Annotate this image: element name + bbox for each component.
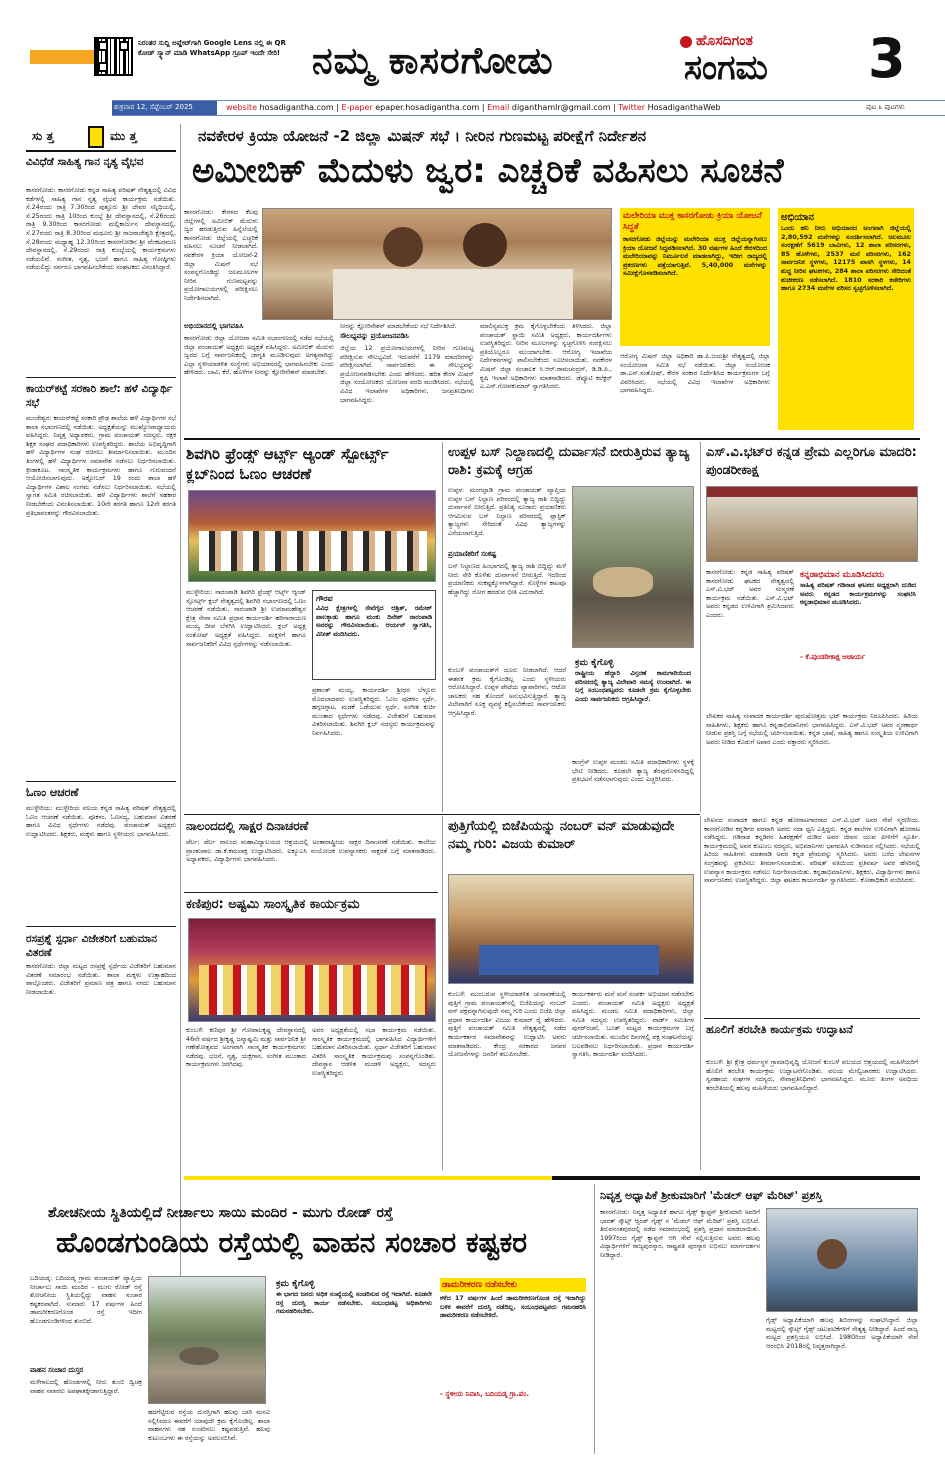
bhat-col1: ಕಾಸರಗೋಡು: ಕನ್ನಡ ಸಾಹಿತ್ಯ ಪರಿಷತ್ ಕಾಸರಗೋಡು ಘಟಕದ ನೇತೃತ್ವದಲ್ಲಿ ಎಸ್.ವಿ.ಭಟ್ ಅವರ ಸಂಸ್ಮರಣೆ ಕಾರ್ಯಕ್ರಮ ನಡೆಯಿತು. ಎಸ್.ವಿ.ಭಟ್ ಅವರು ಕನ್ನಡದ ಉಳಿವಿಗಾಗಿ ಶ್ರಮಿಸಿದವರು ಎಂದರು.	[706, 568, 794, 619]
medal-col1: ಕಾಸರಗೋಡು: ನಿವೃತ್ತ ಅಧ್ಯಾಪಿಕೆ ಹಾಗೂ ಗೈಡ್ಸ್ ಕ್ಯಾಪ್ಟನ್ ಶ್ರೀಕುಮಾರಿ ಅವರಿಗೆ ಭಾರತ್ ಸ್ಕೌಟ್ಸ್ ಆ್ಯಂಡ್ ಗೈಡ್ಸ್ ನ 'ಮೆಡಲ್ ಆಫ್ ಮೆರಿಟ್' ಪ್ರಶಸ್ತಿ ಲಭಿಸಿದೆ. ತಿರುವನಂತಪುರದಲ್ಲಿ ನಡೆದ ಸಮಾರಂಭದಲ್ಲಿ ಪ್ರಶಸ್ತಿ ಪ್ರದಾನ ಮಾಡಲಾಯಿತು. 1997ರಿಂದ ಗೈಡ್ಸ್ ಕ್ಯಾಪ್ಟನ್ ಆಗಿ ಸೇವೆ ಸಲ್ಲಿಸುತ್ತಿರುವ ಅವರು ಹಲವು ವಿದ್ಯಾರ್ಥಿಗಳಿಗೆ ರಾಜ್ಯಪುರಸ್ಕಾರ, ರಾಷ್ಟ್ರಪತಿ ಪುರಸ್ಕಾರ ಲಭಿಸಲು ಮಾರ್ಗದರ್ಶನ ನೀಡಿದ್ದಾರೆ.	[600, 1208, 760, 1259]
nalanda-headline: ನಾಲಂದದಲ್ಲಿ ಸಾಕ್ಷರ ದಿನಾಚರಣೆ	[186, 819, 309, 833]
abhiyana-body: ಒಂದು ಹನಿ ನೀರು ಅಭಿಯಾನದ ಅಂಗವಾಗಿ ಜಿಲ್ಲೆಯಲ್ಲಿ 2,80,592 ಮನೆಗಳನ್ನು ಸಂದರ್ಶಿಸಲಾಗಿದೆ. ಜಲಮೂಲ ಸಂರಕ್ಷಣೆಗೆ 5619 ಬಾವಿಗಳು, 12 ಶಾಲಾ ಪರಿಸರಗಳು, 85 ಹೊಳೆಗಳು, 2537 ಮನೆ ಪರಿಸರಗಳು, 162 ಸಾರ್ವಜನಿಕ ಸ್ಥಳಗಳು, 12175 ಖಾಸಗಿ ಸ್ಥಳಗಳು, 14 ಶುದ್ಧ ನೀರಿನ ಘಟಕಗಳು, 284 ಶಾಲಾ ಪರಿಸರಗಳು ಸೇರಿದಂತೆ ಶುಚೀಕರಣ ನಡೆಸಲಾಗಿದೆ. 1810 ಸರಕಾರಿ ಕಚೇರಿಗಳು ಹಾಗೂ 2734 ಮನೆಗಳ ಪರಿಸರ ಸ್ವಚ್ಛಗೊಳಿಸಲಾಗಿದೆ.	[781, 224, 911, 293]
nalanda-body: ಪೆರ್ಲ: ಪೆರ್ಲ ನಾಲಂದ ಮಹಾವಿದ್ಯಾಲಯದ ಆಶ್ರಯದಲ್ಲಿ ಅಂತಾರಾಷ್ಟ್ರೀಯ ಸಾಕ್ಷರ ದಿನಾಚರಣೆ ನಡೆಯಿತು. ಕಾಲೇಜು ಪ್ರಾಂಶುಪಾಲ ಡಾ.ಕೆ.ಕಮಲಾಕ್ಷ ಉದ್ಘಾಟಿಸಿದರು. ಐಕ್ಯೂಎಸಿ ಸಂಯೋಜಕ ಉಪನ್ಯಾಸಕರು ಸಾಕ್ಷರತೆ ಬಗ್ಗೆ ಮಾತನಾಡಿದರು. ಅಧ್ಯಾಪಕರು, ವಿದ್ಯಾರ್ಥಿಗಳು ಭಾಗವಹಿಸಿದರು.	[186, 838, 436, 864]
bottom-divider	[184, 1176, 920, 1180]
lead-kicker: ನವಕೇರಳ ಕ್ರಿಯಾ ಯೋಜನೆ -2 ಜಿಲ್ಲಾ ಮಿಷನ್ ಸಭೆ । ನೀರಿನ ಗುಣಮಟ್ಟ ಪರೀಕ್ಷೆಗೆ ನಿರ್ದೇಶನ	[198, 127, 647, 145]
bhat-headline: ಎಸ್.ವಿ.ಭಟ್‌ರ ಕನ್ನಡ ಪ್ರೇಮ ಎಲ್ಲರಿಗೂ ಮಾದರಿ: ಪುಂಡರೀಕಾಕ್ಷ	[706, 445, 917, 478]
gaurava-head: ಗೌರವ	[316, 594, 333, 603]
uppala-col2: ಕುಂಬಳೆ ಪಂಚಾಯತ್‌ಗೆ ದೂರು ನೀಡಲಾಗಿದೆ. ಆದರೆ ಈತನಕ ಕ್ರಮ ಕೈಗೊಂಡಿಲ್ಲ ಎಂದು ಸ್ಥಳೀಯರು ಆರೋಪಿಸಿದ್ದಾರೆ. ಉಪ್ಪಳ ಪೇಟೆಯ ವ್ಯಾಪಾರಿಗಳು, ಆಟೋ ಚಾಲಕರು ಸಹ ತೊಂದರೆ ಅನುಭವಿಸುತ್ತಿದ್ದಾರೆ. ತ್ಯಾಜ್ಯ ವಿಲೇವಾರಿಗೆ ಸೂಕ್ತ ವ್ಯವಸ್ಥೆ ಕಲ್ಪಿಸಬೇಕೆಂದು ಸಾರ್ವಜನಿಕರು ಆಗ್ರಹಿಸಿದ್ದಾರೆ.	[448, 666, 566, 717]
road-col2: ಹದಗೆಟ್ಟಿರುವ ರಸ್ತೆಯ ದುರಸ್ತಿಗಾಗಿ ಹಲವು ಬಾರಿ ಮನವಿ ಸಲ್ಲಿಸಿದರೂ ಈವರೆಗೆ ಯಾವುದೇ ಕ್ರಮ ಕೈಗೊಂಡಿಲ್ಲ. ಶಾಲಾ ವಾಹನಗಳು ಸಹ ಸಂಚರಿಸಲು ಕಷ್ಟಪಡುತ್ತಿವೆ. ಹಲವು ಕುಟುಂಬಗಳು ಈ ರಸ್ತೆಯನ್ನು ಅವಲಂಬಿಸಿವೆ.	[148, 1408, 270, 1442]
lead-photo-meeting	[262, 208, 612, 320]
website-label: website	[226, 103, 257, 112]
bjp-photo	[448, 874, 694, 984]
sidebar-s4-body: ಕಾಸರಗೋಡು: ಜಿಲ್ಲಾ ಮಟ್ಟದ ರಸಪ್ರಶ್ನೆ ಸ್ಪರ್ಧೆಯ ವಿಜೇತರಿಗೆ ಬಹುಮಾನ ವಿತರಣೆ ಸಮಾರಂಭ ನಡೆಯಿತು. ಶಾಲಾ ಮಕ್ಕಳು ಉತ್ಸಾಹದಿಂದ ಪಾಲ್ಗೊಂಡರು. ವಿಜೇತರಿಗೆ ಪ್ರಮಾಣ ಪತ್ರ ಹಾಗೂ ನಗದು ಬಹುಮಾನ ನೀಡಲಾಯಿತು.	[26, 962, 176, 996]
lead-col1-sub: ಅಭಿಯಾನದಲ್ಲಿ ಭಾಗವಹಿಸಿ	[184, 322, 244, 330]
website-link[interactable]: hosadigantha.com	[259, 103, 334, 112]
lead-story	[184, 124, 920, 440]
bhat-cont: ಲೇಖನದ ಸಂಪಾದಕ ಹಾಗೂ ಕನ್ನಡ ಹೋರಾಟಗಾರರಾದ ಎಸ್.ವಿ.ಭಟ್ ಅವರ ಸೇವೆ ಸ್ಮರಣೀಯ. ಕಾಸರಗೋಡಿನ ಕನ್ನಡಿಗರ ಪರವಾಗಿ ಅವರು ಸದಾ ಧ್ವನಿ ಎತ್ತಿದ್ದರು. ಕನ್ನಡ ಶಾಲೆಗಳ ಉಳಿವಿಗಾಗಿ ಹೋರಾಟ ನಡೆಸಿದ್ದರು. ಗಡಿನಾಡ ಕನ್ನಡಿಗರ ಹಿತರಕ್ಷಣೆಗೆ ದುಡಿದ ಅವರ ಜೀವನ ಯುವ ಪೀಳಿಗೆಗೆ ಸ್ಫೂರ್ತಿ. ಕಾರ್ಯಕ್ರಮದಲ್ಲಿ ಅವರ ಕುಟುಂಬ ಸದಸ್ಯರು, ಅಭಿಮಾನಿಗಳು ಭಾಗವಹಿಸಿ ನುಡಿನಮನ ಸಲ್ಲಿಸಿದರು. ಸಭೆಯಲ್ಲಿ ಹಿರಿಯ ಸಾಹಿತಿಗಳು ಮಾತನಾಡಿ ಅವರ ಕನ್ನಡ ಪ್ರೇಮವನ್ನು ಸ್ಮರಿಸಿದರು. ಅವರು ಬರೆದ ಲೇಖನಗಳ ಸಂಗ್ರಹವನ್ನು ಪ್ರಕಟಿಸಲು ತೀರ್ಮಾನಿಸಲಾಯಿತು. ಪರಿಷತ್ ವತಿಯಿಂದ ಪ್ರತಿವರ್ಷ ಅವರ ಹೆಸರಿನಲ್ಲಿ ಉಪನ್ಯಾಸ ಕಾರ್ಯಕ್ರಮ ನಡೆಸಲು ನಿರ್ಧರಿಸಲಾಯಿತು. ಕನ್ನಡಾಭಿಮಾನಿಗಳು, ಶಿಕ್ಷಕರು, ವಿದ್ಯಾರ್ಥಿಗಳು ಹಾಗೂ ಸಾರ್ವಜನಿಕರು ಉಪಸ್ಥಿತರಿದ್ದರು. ಜಿಲ್ಲಾ ಘಟಕದ ಕಾರ್ಯದರ್ಶಿ ಸ್ವಾಗತಿಸಿದರು. ಕೋಶಾಧಿಕಾರಿ ವಂದಿಸಿದರು.	[704, 816, 920, 885]
gaurava-box	[312, 590, 436, 680]
email-link[interactable]: diganthamlr@gmail.com	[511, 103, 611, 112]
medal-col2: ಗೈಡ್ಸ್ ಅಧ್ಯಾಪಿಕೆಯಾಗಿ ಹಲವು ಶಿಬಿರಗಳನ್ನು ಸಂಘಟಿಸಿದ್ದಾರೆ. ಜಿಲ್ಲಾ ಮಟ್ಟದಲ್ಲಿ ಸ್ಕೌಟ್ಸ್ ಗೈಡ್ಸ್ ಚಟುವಟಿಕೆಗಳಿಗೆ ನೇತೃತ್ವ ನೀಡಿದ್ದಾರೆ. ಹಿಂದೆ ರಾಜ್ಯ ಮಟ್ಟದ ಪ್ರಶಸ್ತಿಯೂ ಲಭಿಸಿದೆ. 1980ರಿಂದ ಅಧ್ಯಾಪಿಕೆಯಾಗಿ ಸೇವೆ ಆರಂಭಿಸಿ 2018ರಲ್ಲಿ ನಿವೃತ್ತರಾಗಿದ್ದಾರೆ.	[766, 1316, 918, 1350]
road-krama-body: ಈ ಭಾಗದ ಜನರು ಅಧಿಕ ಸಂಖ್ಯೆಯಲ್ಲಿ ಸಂಚರಿಸುವ ರಸ್ತೆ ಇದಾಗಿದೆ. ಕೂಡಲೇ ರಸ್ತೆ ದುರಸ್ತಿ ಕಾರ್ಯ ನಡೆಸಬೇಕು. ಸಂಬಂಧಪಟ್ಟ ಅಧಿಕಾರಿಗಳು ಗಮನಹರಿಸಬೇಕು.	[276, 1290, 432, 1316]
email-label: Email	[487, 103, 510, 112]
sidebar-s4-head: ರಸಪ್ರಶ್ನೆ ಸ್ಪರ್ಧಾ ವಿಜೇತರಿಗೆ ಬಹುಮಾನ ವಿತರಣೆ	[26, 933, 157, 959]
bhat-col2: ಲೇಖಕರ ಸಾಹಿತ್ಯ ಸಂಪಾದಕ ಕಾರ್ಯದರ್ಶಿ ಪುರುಷೋತ್ತಮ ಭಟ್ ಕಾರ್ಯಕ್ರಮ ನಿರೂಪಿಸಿದರು. ಹಿರಿಯ ಸಾಹಿತಿಗಳು, ಶಿಕ್ಷಕರು ಹಾಗೂ ಕನ್ನಡಾಭಿಮಾನಿಗಳು ಭಾಗವಹಿಸಿದ್ದರು. ಎಸ್.ವಿ.ಭಟ್ ಅವರ ಸ್ಮರಣಾರ್ಥ ನೀಡುವ ಪ್ರಶಸ್ತಿ ಬಗ್ಗೆ ಸಭೆಯಲ್ಲಿ ಚರ್ಚಿಸಲಾಯಿತು. ಕನ್ನಡ ಭಾಷೆ, ಸಾಹಿತ್ಯ ಹಾಗೂ ಸಂಸ್ಕೃತಿಯ ಉಳಿವಿಗಾಗಿ ಅವರು ನೀಡಿದ ಕೊಡುಗೆ ಅಪಾರ ಎಂದು ವಕ್ತಾರರು ಸ್ಮರಿಸಿದರು.	[706, 712, 918, 746]
masthead-title: ನಮ್ಮ ಕಾಸರಗೋಡು	[312, 39, 554, 82]
epaper-label: E-paper	[341, 103, 373, 112]
malaria-body: ಕಾಸರಗೋಡು ಜಿಲ್ಲೆಯನ್ನು ಮಲೇರಿಯಾ ಮುಕ್ತ ಜಿಲ್ಲೆಯನ್ನಾಗಿಸಲು ಕ್ರಿಯಾ ಯೋಜನೆ ಸಿದ್ಧಪಡಿಸಲಾಗಿದೆ. 30 ವರ್ಷಗಳ ಹಿಂದೆ ಕೇರಳದಿಂದ ಮಲೇರಿಯಾವನ್ನು ನಿರ್ಮೂಲನೆ ಮಾಡಲಾಗಿದ್ದು, ಇದೀಗ ರಾಜ್ಯದಲ್ಲಿ ಪ್ರಕರಣಗಳು ಪತ್ತೆಯಾಗುತ್ತಿವೆ. 5,40,000 ಮನೆಗಳನ್ನು ಸಮೀಕ್ಷೆಗೊಳಪಡಿಸಲಾಗಿದೆ.	[623, 235, 767, 278]
lead-col1: ಕಾಸರಗೋಡು: ಕೇರಳದ ಕೆಲವು ಜಿಲ್ಲೆಗಳಲ್ಲಿ ಅಮೀಬಿಕ್ ಮೆದುಳು ಜ್ವರ ಹರಡುತ್ತಿರುವ ಹಿನ್ನೆಲೆಯಲ್ಲಿ ಕಾಸರಗೋಡು ಜಿಲ್ಲೆಯಲ್ಲಿ ಎಚ್ಚರಿಕೆ ವಹಿಸಲು ಸೂಚನೆ ನೀಡಲಾಗಿದೆ. ನವಕೇರಳ ಕ್ರಿಯಾ ಯೋಜನೆ-2 ಜಿಲ್ಲಾ ಮಿಷನ್ ಸಭೆ ಸಂಪನ್ನಗೊಂಡಿದ್ದು ಜಲಮೂಲಗಳ ನೀರಿನ ಗುಣಮಟ್ಟವನ್ನು ಪ್ರಯೋಗಾಲಯಗಳಲ್ಲಿ ಪರೀಕ್ಷಿಸಲು ನಿರ್ದೇಶಿಸಲಾಗಿದೆ.	[184, 208, 258, 302]
sidebar-logo-right: ಮು ತ್ತ	[110, 129, 137, 143]
hooli-headline: ಹೂಲಿಗೆ ತರಬೇತಿ ಕಾರ್ಯಕ್ರಮ ಉದ್ಘಾಟನೆ	[706, 1023, 853, 1036]
abhiyana-box	[778, 208, 914, 430]
hooli-story	[704, 1020, 920, 1170]
kanipura-headline: ಕಣಿಪುರ: ಅಷ್ಟಮಿ ಸಾಂಸ್ಕೃತಿಕ ಕಾರ್ಯಕ್ರಮ	[186, 897, 360, 912]
damar-head: ಡಾಮರೀಕರಣ ನಡೆಸಬೇಕು	[440, 1278, 586, 1292]
epaper-link[interactable]: epaper.hosadigantha.com	[375, 103, 480, 112]
road-col1: ಬದಿಯಡ್ಕ: ಬದಿಯಡ್ಕ ಗ್ರಾಮ ಪಂಚಾಯತ್ ವ್ಯಾಪ್ತಿಯ ನೀರ್ಚಾಲು ಸಾಯಿ ಮಂದಿರ - ಮುಗು ರೋಡ್ ರಸ್ತೆ ಶೋಚನೀಯ ಸ್ಥಿತಿಯಲ್ಲಿದ್ದು ವಾಹನ ಸಂಚಾರ ಕಷ್ಟಕರವಾಗಿದೆ. ಸುಮಾರು 17 ವರ್ಷಗಳ ಹಿಂದೆ ಡಾಮರೀಕರಣಗೊಂಡ ರಸ್ತೆ ಇದೀಗ ಹೊಂಡಗುಂಡಿಗಳಿಂದ ತುಂಬಿದೆ.	[30, 1274, 142, 1325]
bjp-headline: ಪುತ್ತಿಗೆಯಲ್ಲಿ ಬಿಜೆಪಿಯನ್ನು ನಂಬರ್ ವನ್ ಮಾಡುವುದೇ ನಮ್ಮ ಗುರಿ: ವಿಜಯ ಕುಮಾರ್	[448, 819, 675, 852]
sidebar-s3-body: ಮುಳ್ಳೇರಿಯ: ಮುಳ್ಳೇರಿಯ ವಲಯ ಕನ್ನಡ ಸಾಹಿತ್ಯ ಪರಿಷತ್ ನೇತೃತ್ವದಲ್ಲಿ ಓಣಂ ಆಚರಣೆ ನಡೆಯಿತು. ಪೂಕಳಂ, ಓಣಸದ್ಯ, ಬಹುಮಾನ ವಿತರಣೆ ಹಾಗೂ ವಿವಿಧ ಸ್ಪರ್ಧೆಗಳು ನಡೆದವು. ಪಂಚಾಯತ್ ಅಧ್ಯಕ್ಷರು ಉದ್ಘಾಟಿಸಿದರು. ಶಿಕ್ಷಕರು, ಮಕ್ಕಳು ಹಾಗೂ ಸ್ಥಳೀಯರು ಭಾಗವಹಿಸಿದರು.	[26, 804, 176, 838]
brand-big: ಸಂಗಮ	[684, 48, 768, 88]
masthead	[0, 0, 945, 118]
kanipura-col2: ಅವರ ಅಧ್ಯಕ್ಷತೆಯಲ್ಲಿ ಸಭಾ ಕಾರ್ಯಕ್ರಮ ನಡೆಯಿತು. ಸಾಂಸ್ಕೃತಿಕ ಕಾರ್ಯಕ್ರಮದಲ್ಲಿ ಭಾಗವಹಿಸಿದ ವಿದ್ಯಾರ್ಥಿಗಳಿಗೆ ಬಹುಮಾನ ವಿತರಿಸಲಾಯಿತು. ಸ್ಪರ್ಧಾ ವಿಜೇತರಿಗೆ ಬಹುಮಾನ ವಿತರಿಸಿ ಸಾಂಸ್ಕೃತಿಕ ಕಾರ್ಯಕ್ರಮವು ಸಂಪನ್ನಗೊಂಡಿತು. ದೇವಸ್ಥಾನ ಆಡಳಿತ ಮಂಡಳಿ ಅಧ್ಯಕ್ಷರು, ಸದಸ್ಯರು ಉಪಸ್ಥಿತರಿದ್ದರು.	[312, 1026, 436, 1077]
sidebar-logo-left: ಸು ತ್ತ	[32, 129, 54, 143]
damar-author: - ಸ್ಥಳೀಯ ನಿವಾಸಿ, ಬದಿಯಡ್ಕ ಗ್ರಾ.ಪಂ.	[440, 1390, 529, 1398]
bjp-col1: ಕುಂಬಳೆ: ಮುಂಬರುವ ಸ್ಥಳೀಯಾಡಳಿತ ಚುನಾವಣೆಯಲ್ಲಿ ಪುತ್ತಿಗೆ ಗ್ರಾಮ ಪಂಚಾಯತ್‌ನಲ್ಲಿ ಬಿಜೆಪಿಯನ್ನು ನಂಬರ್ ವನ್ ಪಕ್ಷವನ್ನಾಗಿಸುವುದೇ ನಮ್ಮ ಗುರಿ ಎಂದು ಬಿಜೆಪಿ ಜಿಲ್ಲಾ ಪ್ರಧಾನ ಕಾರ್ಯದರ್ಶಿ ವಿಜಯ ಕುಮಾರ್ ರೈ ಹೇಳಿದರು. ಪುತ್ತಿಗೆ ಪಂಚಾಯತ್ ಸಮಿತಿ ನೇತೃತ್ವದಲ್ಲಿ ನಡೆದ ಕಾರ್ಯಕರ್ತರ ಸಮಾವೇಶವನ್ನು ಉದ್ಘಾಟಿಸಿ ಅವರು ಮಾತನಾಡಿದರು. ಕೇಂದ್ರ ಸರಕಾರದ ಜನಪರ ಯೋಜನೆಗಳನ್ನು ಜನರಿಗೆ ತಲುಪಿಸಬೇಕು.	[448, 990, 566, 1059]
sidebar-logo	[26, 126, 176, 148]
abhiyana-head: ಅಭಿಯಾನ	[781, 212, 815, 223]
malaria-head: ಮಲೇರಿಯಾ ಮುಕ್ತ ಕಾಸರಗೋಡು ಕ್ರಿಯಾ ಯೋಜನೆ ಸಿದ್ಧತೆ	[623, 211, 762, 232]
malaria-box	[620, 208, 770, 346]
gaurava-body: ವಿವಿಧ ಕ್ಷೇತ್ರಗಳಲ್ಲಿ ಸೇವೆಗೈದ ಆಶ್ರಿತ್, ರಮೇಶ್ ಪಾಲಕ್ಕಾಡು ಹಾಗೂ ಮಂಕು ದಿನೇಶ್ ನಾರಂಪಾಡಿ ಅವರನ್ನು ಗೌರವಿಸಲಾಯಿತು. ಆರ್ಯನ್ ಸ್ವಾಗತಿಸಿ, ವಿನೀತ್ ವಂದಿಸಿದರು.	[316, 604, 432, 638]
uppala-krama-body: ರಾಷ್ಟ್ರೀಯ ಹೆದ್ದಾರಿ ವಿಸ್ತರಣೆ ಕಾಮಗಾರಿಯಿಂದ ಪರಿಸರದಲ್ಲಿ ತ್ಯಾಜ್ಯ ವಿಲೇವಾರಿ ಸಮಸ್ಯೆ ಉಂಟಾಗಿದೆ. ಈ ಬಗ್ಗೆ ಸಂಬಂಧಪಟ್ಟವರು ಕೂಡಲೇ ಕ್ರಮ ಕೈಗೊಳ್ಳಬೇಕು ಎಂದು ಸಾರ್ವಜನಿಕರು ಆಗ್ರಹಿಸಿದ್ದಾರೆ.	[575, 669, 691, 703]
medal-headline: ನಿವೃತ್ತ ಅಧ್ಯಾಪಿಕೆ ಶ್ರೀಕುಮಾರಿಗೆ 'ಮೆಡಲ್ ಆಫ್ ಮೆರಿಟ್' ಪ್ರಶಸ್ತಿ	[600, 1189, 823, 1202]
page-number: 3	[868, 27, 906, 90]
onam-photo	[188, 490, 436, 582]
kanipura-col1: ಕುಂಬಳೆ: ಕಣಿಪುರ ಶ್ರೀ ಗೋಪಾಲಕೃಷ್ಣ ದೇವಸ್ಥಾನದಲ್ಲಿ 46ನೇ ವರ್ಷದ ಶ್ರೀಕೃಷ್ಣ ಜನ್ಮಾಷ್ಟಮಿ ಮತ್ತು ಸಾರ್ವಜನಿಕ ಶ್ರೀ ಗಣೇಶೋತ್ಸವದ ಅಂಗವಾಗಿ ಸಾಂಸ್ಕೃತಿಕ ಕಾರ್ಯಕ್ರಮಗಳು ನಡೆದವು. ಭಜನೆ, ನೃತ್ಯ, ಯಕ್ಷಗಾನ, ಸಂಗೀತ ಮುಂತಾದ ಕಾರ್ಯಕ್ರಮಗಳು ಜರಗಿದವು.	[186, 1026, 306, 1069]
bhat-story	[704, 442, 920, 814]
twitter-link[interactable]: HosadiganthaWeb	[647, 103, 721, 112]
date: ಶುಕ್ರವಾರ 12, ಸೆಪ್ಟೆಂಬರ್ 2025	[114, 103, 193, 111]
kanipura-photo	[188, 918, 436, 1022]
road-col1b: ಮಳೆಗಾಲದಲ್ಲಿ ಹೊಂಡಗಳಲ್ಲಿ ನೀರು ತುಂಬಿ ದ್ವಿಚಕ್ರ ವಾಹನ ಸವಾರರು ಅಪಘಾತಕ್ಕೀಡಾಗುತ್ತಿದ್ದಾರೆ.	[30, 1378, 142, 1395]
uppala-krama-head: ಕ್ರಮ ಕೈಗೊಳ್ಳಿ	[575, 658, 614, 668]
qr-caption: ನಿರಂತರ ಸುದ್ದಿ ಅಪ್ಡೇಟ್‌ಗಾಗಿ Google Lens ನಲ್ಲಿ ಈ QR ಕೋಡ್ ಸ್ಕ್ಯಾನ್ ಮಾಡಿ WhatsApp ಗ್ರೂಪ್ ಇಂದೇ ಸೇರಿ!	[138, 39, 286, 57]
road-kicker: ಶೋಚನೀಯ ಸ್ಥಿತಿಯಲ್ಲಿದೆ ನೀರ್ಚಾಲು ಸಾಯಿ ಮಂದಿರ - ಮುಗು ರೋಡ್ ರಸ್ತೆ	[48, 1205, 394, 1221]
bjp-story	[446, 816, 696, 1170]
twitter-label: Twitter	[618, 103, 646, 112]
lead-col2: ನೀರನ್ನು ಕ್ಲೋರಿನೇಶನ್ ಮಾಡಬೇಕೆಂದು ಸಭೆ ನಿರ್ದೇಶಿಸಿದೆ.	[340, 322, 457, 330]
kannada-author: - ಕೆ.ಪುಂಡರೀಕಾಕ್ಷ ಆಚಾರ್ಯ	[800, 653, 866, 661]
onam-col1: ಮುಳ್ಳೇರಿಯ: ನಾರಂಪಾಡಿ ಶಿವಗಿರಿ ಫ್ರೆಂಡ್ಸ್ ಆರ್ಟ್ಸ್ ಆ್ಯಂಡ್ ಸ್ಪೋರ್ಟ್ಸ್ ಕ್ಲಬ್ ನೇತೃತ್ವದಲ್ಲಿ ಶಿವಗಿರಿ ಸಭಾಂಗಣದಲ್ಲಿ ಓಣಂ ಆಚರಣೆ ನಡೆಯಿತು. ನಾರಂಪಾಡಿ ಶ್ರೀ ಉಮಾಮಹೇಶ್ವರ ಕ್ಷೇತ್ರ ಸೇವಾ ಸಮಿತಿ ಪ್ರಧಾನ ಕಾರ್ಯದರ್ಶಿ ಹರಿನಾರಾಯಣ ಮಯ್ಯ ದೀಪ ಬೆಳಗಿಸಿ ಉದ್ಘಾಟಿಸಿದರು. ಕ್ಲಬ್ ಅಧ್ಯಕ್ಷ ಸಂತೋಷ್ ಅಧ್ಯಕ್ಷತೆ ವಹಿಸಿದ್ದರು. ಮಕ್ಕಳಿಗೆ ಹಾಗೂ ಸಾರ್ವಜನಿಕರಿಗೆ ವಿವಿಧ ಸ್ಪರ್ಧೆಗಳನ್ನು ನಡೆಸಲಾಯಿತು.	[186, 588, 306, 648]
sidebar-s1-head: ವಿವಿಧೆಡೆ ಸಾಹಿತ್ಯ ಗಾನ ನೃತ್ಯ ವೈಭವ	[26, 156, 144, 168]
qr-yellow-strip	[30, 50, 94, 64]
lead-col1b: ಕಾಸರಗೋಡು ಜಿಲ್ಲಾ ಯೋಜನಾ ಸಮಿತಿ ಸಭಾಂಗಣದಲ್ಲಿ ನಡೆದ ಸಭೆಯಲ್ಲಿ ಜಿಲ್ಲಾ ಪಂಚಾಯತ್ ಅಧ್ಯಕ್ಷರು ಅಧ್ಯಕ್ಷತೆ ವಹಿಸಿದ್ದರು. ಅಮೀಬಿಕ್ ಮೆದುಳು ಜ್ವರದ ಬಗ್ಗೆ ಸಾರ್ವಜನಿಕರಲ್ಲಿ ಜಾಗೃತಿ ಮೂಡಿಸುವುದು ಅಗತ್ಯವಾಗಿದ್ದು ಎಲ್ಲಾ ಸ್ಥಳೀಯಾಡಳಿತ ಸಂಸ್ಥೆಗಳು ಅಭಿಯಾನದಲ್ಲಿ ಭಾಗವಹಿಸಬೇಕು ಎಂದು ಹೇಳಿದರು. ಬಾವಿ, ಕೆರೆ, ಹೊಳೆಗಳ ನೀರನ್ನು ಕ್ಲೋರಿನೇಶನ್ ಮಾಡಬೇಕು.	[184, 334, 334, 377]
lead-headline: ಅಮೀಬಿಕ್ ಮೆದುಳು ಜ್ವರ: ಎಚ್ಚರಿಕೆ ವಹಿಸಲು ಸೂಚನೆ	[192, 151, 784, 191]
road-col1-sub: ವಾಹನ ಸಂಚಾರ ದುಸ್ತರ	[30, 1366, 84, 1374]
uppala-photo	[572, 486, 694, 648]
uppala-col1-sub: ಪ್ರಯಾಣಿಕರಿಗೆ ಸಂಕಷ್ಟ	[448, 550, 497, 558]
uppala-story	[446, 442, 696, 814]
kanipura-story	[184, 894, 438, 1170]
medal-story	[598, 1184, 920, 1459]
qr-code[interactable]	[94, 37, 133, 76]
uppala-col1b: ಬಸ್ ನಿಲ್ದಾಣದ ಹಿಂಭಾಗದಲ್ಲಿ ತ್ಯಾಜ್ಯ ರಾಶಿ ಬಿದ್ದಿದ್ದು ಮಳೆ ನೀರು ಸೇರಿ ಕೊಳೆತು ದುರ್ವಾಸನೆ ಬೀರುತ್ತಿದೆ. ಇದರಿಂದ ಪ್ರಯಾಣಿಕರು ಸಂಕಷ್ಟಕ್ಕೊಳಗಾಗಿದ್ದಾರೆ. ಸೊಳ್ಳೆಗಳ ಕಾಟವೂ ಹೆಚ್ಚಾಗಿದ್ದು ರೋಗ ಹರಡುವ ಭೀತಿ ಎದುರಾಗಿದೆ.	[448, 562, 566, 596]
road-photo	[148, 1276, 266, 1404]
sidebar-s2-head: ಕಾಯರ್‌ಕಟ್ಟೆ ಸರಕಾರಿ ಶಾಲೆ: ಹಳೆ ವಿದ್ಯಾರ್ಥಿ ಸಭೆ	[26, 383, 173, 409]
nalanda-story	[184, 816, 438, 890]
uppala-col1: ಉಪ್ಪಳ: ಮಂಗಲ್ಪಾಡಿ ಗ್ರಾಮ ಪಂಚಾಯತ್ ವ್ಯಾಪ್ತಿಯ ಉಪ್ಪಳ ಬಸ್ ನಿಲ್ದಾಣ ಪರಿಸರದಲ್ಲಿ ತ್ಯಾಜ್ಯ ರಾಶಿ ಬಿದ್ದಿದ್ದು ದುರ್ವಾಸನೆ ಬೀರುತ್ತಿದೆ. ಪ್ರತಿನಿತ್ಯ ನೂರಾರು ಪ್ರಯಾಣಿಕರು ಆಗಮಿಸುವ ಬಸ್ ನಿಲ್ದಾಣ ಪರಿಸರದಲ್ಲಿ ಪ್ಲಾಸ್ಟಿಕ್ ತ್ಯಾಜ್ಯಗಳು ಸೇರಿದಂತೆ ವಿವಿಧ ತ್ಯಾಜ್ಯಗಳನ್ನು ಎಸೆಯಲಾಗುತ್ತಿದೆ.	[448, 486, 566, 537]
uppala-col3: ಕಾಂಗ್ರೆಸ್‌ ಉಪ್ಪಳ ಮಂಡಲ ಸಮಿತಿ ಪದಾಧಿಕಾರಿಗಳು ಸ್ಥಳಕ್ಕೆ ಭೇಟಿ ನೀಡಿದರು. ಕೂಡಲೇ ತ್ಯಾಜ್ಯ ತೆರವುಗೊಳಿಸದಿದ್ದಲ್ಲಿ ಪ್ರತಿಭಟನೆ ನಡೆಸಲಾಗುವುದು ಎಂದು ಎಚ್ಚರಿಸಿದರು.	[572, 758, 694, 784]
bjp-col2: ಕಾರ್ಯಕರ್ತರು ಮನೆ ಮನೆ ಸಂಪರ್ಕ ಅಭಿಯಾನ ನಡೆಸಬೇಕು ಎಂದರು. ಪಂಚಾಯತ್ ಸಮಿತಿ ಅಧ್ಯಕ್ಷರು ಅಧ್ಯಕ್ಷತೆ ವಹಿಸಿದ್ದರು. ಮಂಡಲ ಸಮಿತಿ ಪದಾಧಿಕಾರಿಗಳು, ಜಿಲ್ಲಾ ಸಮಿತಿ ಸದಸ್ಯರು ಉಪಸ್ಥಿತರಿದ್ದರು. ವಾರ್ಡ್ ಸಮಿತಿಗಳ ಪುನರ್‌ರಚನೆ, ಬೂತ್ ಮಟ್ಟದ ಕಾರ್ಯಕ್ರಮಗಳ ಬಗ್ಗೆ ಚರ್ಚಿಸಲಾಯಿತು. ಮುಂದಿನ ದಿನಗಳಲ್ಲಿ ಪಕ್ಷ ಸಂಘಟನೆಯನ್ನು ಬಲಪಡಿಸಲು ನಿರ್ಧರಿಸಲಾಯಿತು. ಪ್ರಧಾನ ಕಾರ್ಯದರ್ಶಿ ಸ್ವಾಗತಿಸಿ, ಕಾರ್ಯದರ್ಶಿ ವಂದಿಸಿದರು.	[572, 990, 694, 1059]
road-krama-head: ಕ್ರಮ ಕೈಗೊಳ್ಳಿ	[276, 1279, 315, 1289]
road-headline: ಹೊಂಡಗುಂಡಿಯ ರಸ್ತೆಯಲ್ಲಿ ವಾಹನ ಸಂಚಾರ ಕಷ್ಟಕರ	[56, 1226, 528, 1259]
brand-small: ಹೊಸದಿಗಂತ	[696, 33, 753, 49]
uppala-krama-box	[572, 654, 694, 754]
lead-col2-sub: ಸೌಲಭ್ಯವನ್ನು ಪ್ರಯೋಜನಪಡಿಸಿ	[340, 332, 409, 340]
sidebar-s2-body: ಮಂಜೇಶ್ವರ: ಕಾಯರ್‌ಕಟ್ಟೆ ಸರಕಾರಿ ಪ್ರೌಢ ಶಾಲೆಯ ಹಳೆ ವಿದ್ಯಾರ್ಥಿಗಳ ಸಭೆ ಶಾಲಾ ಸಭಾಂಗಣದಲ್ಲಿ ನಡೆಯಿತು. ಅಧ್ಯಕ್ಷತೆಯನ್ನು ಮುಖ್ಯೋಪಾಧ್ಯಾಯರು ವಹಿಸಿದ್ದರು. ನಿವೃತ್ತ ಅಧ್ಯಾಪಕರು, ಗ್ರಾಮ ಪಂಚಾಯತ್ ಸದಸ್ಯರು, ರಕ್ಷಕ ಶಿಕ್ಷಕ ಸಂಘದ ಪದಾಧಿಕಾರಿಗಳು ಉಪಸ್ಥಿತರಿದ್ದರು. ಶಾಲೆಯ ಅಭಿವೃದ್ಧಿಗಾಗಿ ಹಳೆ ವಿದ್ಯಾರ್ಥಿಗಳ ಸಂಘ ರಚಿಸಲು ತೀರ್ಮಾನಿಸಲಾಯಿತು. ಮುಂದಿನ ತಿಂಗಳಲ್ಲಿ ಹಳೆ ವಿದ್ಯಾರ್ಥಿಗಳ ಸಮಾವೇಶ ನಡೆಸಲು ನಿರ್ಧರಿಸಲಾಯಿತು. ಕ್ರೀಡಾಕೂಟ, ಸಾಂಸ್ಕೃತಿಕ ಕಾರ್ಯಕ್ರಮಗಳು ಹಾಗೂ ಗುರುವಂದನೆ ಆಯೋಜಿಸಲಾಗುವುದು. ಅಕ್ಟೋಬರ್ 19 ರಂದು ಶಾಲಾ ಹಳೆ ವಿದ್ಯಾರ್ಥಿಗಳ ವಿಶಾಲ ಸಂಗಮ ನಡೆಸಲು ನಿರ್ಧರಿಸಲಾಯಿತು. ಸಭೆಯಲ್ಲಿ ಸ್ವಾಗತ ಸಮಿತಿ ರಚಿಸಲಾಯಿತು. ಹಳೆ ವಿದ್ಯಾರ್ಥಿಗಳು ಶಾಲೆಗೆ ಸಹಕಾರ ನೀಡಬೇಕೆಂದು ವಿನಂತಿಸಲಾಯಿತು. 10ನೇ ತರಗತಿ ಹಾಗೂ 12ನೇ ತರಗತಿ ಪ್ರತಿಭಾವಂತರನ್ನು ಗೌರವಿಸಲಾಯಿತು.	[26, 414, 176, 517]
lead-col3: ಮಾಲಿನ್ಯಮುಕ್ತ ಕ್ರಮ ಕೈಗೊಳ್ಳಬೇಕೆಂದು ತಿಳಿಸಿದರು. ಜಿಲ್ಲಾ ಪಂಚಾಯತ್ ಸ್ಥಾಯಿ ಸಮಿತಿ ಅಧ್ಯಕ್ಷರು, ಕಾರ್ಯದರ್ಶಿಗಳು ಉಪಸ್ಥಿತರಿದ್ದರು. ನೀರಿನ ಮೂಲಗಳನ್ನು ಸ್ವಚ್ಛಗೊಳಿಸಿ ಸಂರಕ್ಷಿಸಲು ಪ್ರತಿಯೊಬ್ಬರೂ ಮುಂದಾಗಬೇಕು. ಆರೋಗ್ಯ ಇಲಾಖೆಯ ನಿರ್ದೇಶನಗಳನ್ನು ಪಾಲಿಸಬೇಕೆಂದು ಸೂಚಿಸಲಾಯಿತು. ನವಕೇರಳ ಮಿಷನ್ ಜಿಲ್ಲಾ ಸಂಚಾಲಕ ಸಿ.ಆರ್.ರಾಮಚಂದ್ರನ್, ಡಿ.ಡಿ.ಪಿ., ಕೃಷಿ ಇಲಾಖೆ ಅಧಿಕಾರಿಗಳು ಮಾತನಾಡಿದರು. ಡೆಪ್ಯೂಟಿ ಕಲೆಕ್ಟರ್ ಎ.ಎನ್.ಗೋಪಕುಮಾರ್ ಸ್ವಾಗತಿಸಿದರು.	[480, 322, 612, 391]
road-krama-box	[274, 1276, 434, 1404]
onam-story	[184, 442, 438, 814]
road-story	[26, 1184, 586, 1459]
hooli-body: ಕುಂಬಳೆ: ಶ್ರೀ ಕ್ಷೇತ್ರ ಧರ್ಮಸ್ಥಳ ಗ್ರಾಮಾಭಿವೃದ್ಧಿ ಯೋಜನೆ ಕುಂಬಳೆ ವಲಯದ ಆಶ್ರಯದಲ್ಲಿ ಮಹಿಳೆಯರಿಗೆ ಹೊಲಿಗೆ ತರಬೇತಿ ಕಾರ್ಯಕ್ರಮ ಉದ್ಘಾಟನೆಗೊಂಡಿತು. ವಲಯ ಮೇಲ್ವಿಚಾರಕರು ಉದ್ಘಾಟಿಸಿದರು. ಸ್ವಸಹಾಯ ಸಂಘಗಳ ಸದಸ್ಯರು, ಸೇವಾಪ್ರತಿನಿಧಿಗಳು ಭಾಗವಹಿಸಿದ್ದರು. ಮೂರು ತಿಂಗಳ ಅವಧಿಯ ತರಬೇತಿಯಲ್ಲಿ ಹಲವು ಮಹಿಳೆಯರು ಭಾಗವಹಿಸಲಿದ್ದಾರೆ.	[706, 1058, 918, 1092]
sidebar-s3-head: ಓಣಂ ಆಚರಣೆ	[26, 786, 79, 799]
bhat-photo	[706, 486, 918, 562]
uppala-headline: ಉಪ್ಪಳ ಬಸ್ ನಿಲ್ದಾಣದಲ್ಲಿ ದುರ್ವಾಸನೆ ಬೀರುತ್ತಿರುವ ತ್ಯಾಜ್ಯ ರಾಶಿ: ಕ್ರಮಕ್ಕೆ ಆಗ್ರಹ	[448, 445, 690, 478]
medal-photo	[766, 1208, 918, 1312]
kannada-box	[798, 568, 918, 688]
malaria-cont: ಆರೋಗ್ಯ ಮಿಷನ್ ಜಿಲ್ಲಾ ಅಧಿಕಾರಿ ಡಾ.ಪಿ.ಜಯಶ್ರೀ ನೇತೃತ್ವದಲ್ಲಿ ಜಿಲ್ಲಾ ಸಂಯೋಜನಾ ಸಮಿತಿ ಸಭೆ ನಡೆಯಿತು. ಜಿಲ್ಲಾ ಸಂಯೋಜಕ ಡಾ.ಎಸ್.ಸಂತೋಷ್, ಕೇರಳ ಸರಕಾರ ನಿರ್ದೇಶಿಸಿದ ಕಾರ್ಯಕ್ರಮಗಳ ಬಗ್ಗೆ ವಿವರಿಸಿದರು. ಸಭೆಯಲ್ಲಿ ವಿವಿಧ ಇಲಾಖೆಗಳ ಅಧಿಕಾರಿಗಳು ಭಾಗವಹಿಸಿದ್ದರು.	[620, 352, 770, 395]
onam-col2: ಪ್ರಶಾಂತ್ ಮಯ್ಯ, ಕಾರ್ಯದರ್ಶಿ ಶ್ರೀಧರ ಬೆಳ್ಳೂರು ಮೊದಲಾದವರು ಉಪಸ್ಥಿತರಿದ್ದರು. ಓಣಂ ಪೂಕಳಂ ಸ್ಪರ್ಧೆ, ಹಗ್ಗಜಗ್ಗಾಟ, ಮಡಕೆ ಒಡೆಯುವ ಸ್ಪರ್ಧೆ, ಸಂಗೀತ ಕುರ್ಚಿ ಮುಂತಾದ ಸ್ಪರ್ಧೆಗಳು ನಡೆದವು. ವಿಜೇತರಿಗೆ ಬಹುಮಾನ ವಿತರಿಸಲಾಯಿತು. ಶಿವಗಿರಿ ಕ್ಲಬ್ ಸದಸ್ಯರು ಕಾರ್ಯಕ್ರಮವನ್ನು ನಿರ್ವಹಿಸಿದರು.	[312, 686, 436, 737]
damar-box	[438, 1276, 586, 1446]
pages-label: ಪುಟ ೩ ಪುಟಗಳು	[866, 103, 905, 111]
sidebar-s1-body: ಕಾಸರಗೋಡು: ಕಾಸರಗೋಡು ಕನ್ನಡ ಸಾಹಿತ್ಯ ಪರಿಷತ್ ನೇತೃತ್ವದಲ್ಲಿ ವಿವಿಧ ಕಡೆಗಳಲ್ಲಿ ಸಾಹಿತ್ಯ ಗಾನ ನೃತ್ಯ ವೈಭವ ಕಾರ್ಯಕ್ರಮ ನಡೆಯಿತು. ಸೆ.24ರಂದು ರಾತ್ರಿ 7.30ರಿಂದ ಪುತ್ತೂರು ಶ್ರೀ ದೇವರ ಸನ್ನಿಧಿಯಲ್ಲಿ, ಸೆ.25ರಂದು ರಾತ್ರಿ 10ರಿಂದ ಕುಂಬ್ಳೆ ಶ್ರೀ ದೇವಸ್ಥಾನದಲ್ಲಿ, ಸೆ.26ರಂದು ರಾತ್ರಿ 9.30ರಿಂದ ಕಾಸರಗೋಡು ಮಲ್ಲಿಕಾರ್ಜುನ ದೇವಸ್ಥಾನದಲ್ಲಿ, ಸೆ.27ರಂದು ರಾತ್ರಿ 8.30ರಿಂದ ಮಧೂರು ಶ್ರೀ ರಾಜರಾಜೇಶ್ವರಿ ಕ್ಷೇತ್ರದಲ್ಲಿ, ಸೆ.28ರಂದು ಮಧ್ಯಾಹ್ನ 12.30ರಿಂದ ಕಾಸರಗೋಡಿನ ಶ್ರೀ ವೆಂಕಟರಮಣ ದೇವಸ್ಥಾನದಲ್ಲಿ, ಸೆ.29ರಂದು ರಾತ್ರಿ ಕುಂಬ್ಳೆಯಲ್ಲಿ ಕಾರ್ಯಕ್ರಮಗಳು ನಡೆಯಲಿವೆ. ಸಂಗೀತ, ನೃತ್ಯ, ಭಜನೆ ಹಾಗೂ ಸಾಹಿತ್ಯ ಗೋಷ್ಠಿಗಳು ನಡೆಯಲಿದ್ದು ಸರ್ವರೂ ಭಾಗವಹಿಸಬೇಕೆಂದು ಸಂಘಟಕರು ವಿನಂತಿಸಿದ್ದಾರೆ.	[26, 186, 176, 272]
door-icon	[88, 126, 104, 148]
lead-col2b: ಜಿಲ್ಲೆಯ 12 ಪ್ರಯೋಗಾಲಯಗಳಲ್ಲಿ ನೀರಿನ ಗುಣಮಟ್ಟ ಪರೀಕ್ಷಿಸುವ ಸೌಲಭ್ಯವಿದೆ. ಇದುವರೆಗೆ 1179 ಮಾದರಿಗಳನ್ನು ಪರೀಕ್ಷಿಸಲಾಗಿದೆ. ಸಾರ್ವಜನಿಕರು ಈ ಸೌಲಭ್ಯವನ್ನು ಪ್ರಯೋಜನಪಡಿಸಬೇಕು ಎಂದು ಹೇಳಿದರು. ಹರಿತ ಕೇರಳ ಮಿಷನ್ ಜಿಲ್ಲಾ ಸಂಯೋಜಕರು ಯೋಜನಾ ವರದಿ ಮಂಡಿಸಿದರು. ಸಭೆಯಲ್ಲಿ ವಿವಿಧ ಇಲಾಖೆಗಳ ಅಧಿಕಾರಿಗಳು, ಜನಪ್ರತಿನಿಧಿಗಳು ಭಾಗವಹಿಸಿದ್ದರು.	[340, 344, 474, 404]
contact-line: website hosadigantha.com | E-paper epaper.hosadigantha.com | Email diganthamlr@gmail.com | Twitter HosadiganthaWeb	[226, 103, 721, 112]
kannada-body: ಸಾಹಿತ್ಯ ಪರಿಷತ್ ಗಡಿನಾಡ ಘಟಕದ ಅಧ್ಯಕ್ಷರಾಗಿ ದುಡಿದ ಅವರು ಕನ್ನಡದ ಕಾರ್ಯಕ್ರಮಗಳನ್ನು ಸಂಘಟಿಸಿ ಕನ್ನಡಾಭಿಮಾನ ಮೂಡಿಸಿದರು.	[800, 581, 916, 607]
onam-headline: ಶಿವಗಿರಿ ಫ್ರೆಂಡ್ಸ್ ಆರ್ಟ್ಸ್ ಆ್ಯಂಡ್ ಸ್ಪೋರ್ಟ್ಸ್ ಕ್ಲಬ್‌ನಿಂದ ಓಣಂ ಆಚರಣೆ	[186, 445, 389, 483]
kannada-head: ಕನ್ನಡಾಭಿಮಾನ ಮೂಡಿಸಿದವರು	[800, 570, 885, 580]
damar-body: ಕಳೆದ 17 ವರ್ಷಗಳ ಹಿಂದೆ ಡಾಮರೀಕರಣಗೊಂಡ ರಸ್ತೆ ಇದಾಗಿದ್ದು ಬಳಿಕ ಈವರೆಗೆ ದುರಸ್ತಿ ನಡೆದಿಲ್ಲ. ಸಂಬಂಧಪಟ್ಟವರು ಗಮನಹರಿಸಿ ಡಾಮರೀಕರಣ ನಡೆಸಬೇಕಿದೆ.	[440, 1294, 586, 1320]
